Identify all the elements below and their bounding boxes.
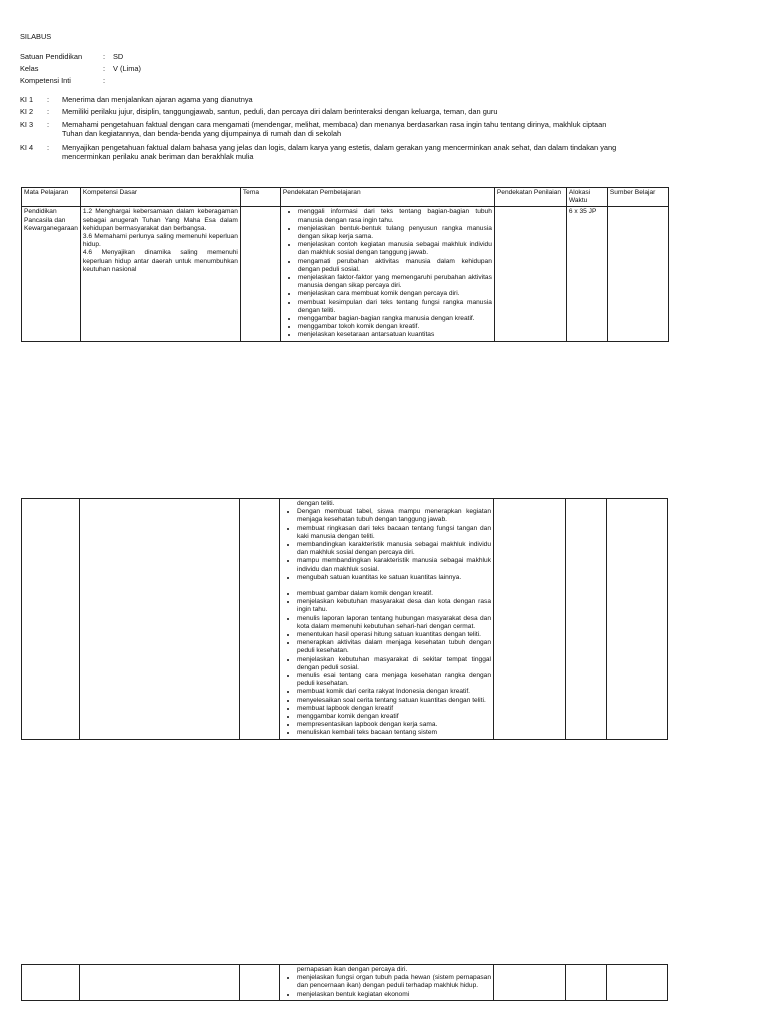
kd-item: 1.2 Menghargai kebersamaan dalam keberagaman sebagai anugerah Tuhan Yang Maha Esa dalam kehidupan bermasyarakat dan berbangsa. [82,208,238,232]
table-row [22,499,668,740]
list-item: • menjelaskan cara membuat komik dengan percaya diri. [298,290,492,298]
table-row [22,965,668,1001]
list-item: • menggambar bagian-bagian rangka manusia dengan kreatif. [298,315,492,323]
cell-kd [80,965,240,1001]
ki-colon: : [47,95,50,104]
continuation-text: dengan teliti. [297,500,335,507]
ki-code: KI 2 [20,107,34,116]
list-item: • menjelaskan contoh kegiatan manusia sebagai makhluk individu dan makhluk sosial dengan tanggung jawab. [298,241,492,257]
list-item: • menyelesaikan soal cerita tentang satuan kuantitas dengan teliti. [297,697,491,705]
ki-text: Memahami pengetahuan faktual dengan cara mengamati (mendengar, melihat, membaca) dan menanya berdasarkan rasa ingin tahu tentang dirinya, makhluk ciptaan Tuhan dan kegiatannya, dan benda-benda yang dijumpainya di rumah dan di sekolah [62,120,607,138]
syllabus-table-page-2 [21,498,668,740]
cell-tema [240,965,280,1001]
ki-code: KI 1 [20,95,34,104]
list-item: • Dengan membuat tabel, siswa mampu menerapkan kegiatan menjaga kesehatan tubuh dengan tanggung jawab. [297,508,491,524]
cell-alokasi [566,965,607,1001]
field-label-kelas: Kelas [20,64,39,73]
spacer [282,582,491,590]
field-colon: : [103,76,106,85]
header-tema: Tema [240,188,280,207]
list-item: • membandingkan karakteristik manusia sebagai makhluk individu dan makhluk sosial dengan percaya diri. [297,541,491,557]
list-item: • mampu membandingkan karakteristik manusia sebagai makhluk individu dan makhluk sosial. [297,557,491,573]
syllabus-table-page-3 [21,964,668,1001]
list-item: • mengubah satuan kuantitas ke satuan kuantitas lainnya. [297,574,491,582]
field-colon: : [103,64,106,73]
list-item: • menjelaskan kebutuhan masyarakat desa dan kota dengan rasa ingin tahu. [297,598,491,614]
list-item: • membuat lapbook dengan kreatif [297,705,491,713]
header-sumber: Sumber Belajar [607,188,668,207]
cell-sumber [607,207,668,341]
list-item: • menjelaskan fungsi organ tubuh pada hewan (sistem pernapasan dan pencernaan ikan) dengan peduli terhadap makhluk hidup. [297,974,491,990]
list-item: • menulis laporan laporan tentang hubungan masyarakat desa dan kota dalam memenuhi kebutuhan sehari-hari dengan cermat. [297,615,491,631]
activity-list [282,974,491,999]
continuation-text: pernapasan ikan dengan percaya diri. [297,966,408,973]
cell-mapel: Pendidikan Pancasila dan Kewarganegaraan [22,207,81,341]
list-item: • menjelaskan bentuk kegiatan ekonomi [297,991,491,999]
cell-pendekatan-pembelajaran [280,499,494,740]
ki-text: Menerima dan menjalankan ajaran agama yang dianutnya [62,95,253,104]
document-title: SILABUS [20,32,52,41]
cell-pendekatan-penilaian [494,207,566,341]
page-1 [0,0,768,450]
list-item: • menerapkan aktivitas dalam menjaga kesehatan tubuh dengan peduli kesehatan. [297,639,491,655]
activity-list [282,508,491,582]
list-item: • menjelaskan bentuk-bentuk tulang penyusun rangka manusia dengan sikap kerja sama. [298,225,492,241]
cell-pendekatan-pembelajaran [280,965,494,1001]
cell-pendekatan-penilaian [494,965,566,1001]
field-colon: : [103,52,106,61]
ki-colon: : [47,120,50,129]
list-item: • menjelaskan kesetaraan antarsatuan kuantitas [298,331,492,339]
ki-colon: : [47,107,50,116]
list-item: • menjelaskan faktor-faktor yang memengaruhi perubahan aktivitas manusia dengan sikap percaya diri. [298,274,492,290]
field-value-kelas: V (Lima) [113,64,141,73]
cell-pendekatan-penilaian [494,499,566,740]
list-item: • membuat ringkasan dari teks bacaan tentang fungsi tangan dan kaki manusia dengan teliti. [297,525,491,541]
table-row [22,207,669,341]
cell-pendekatan-pembelajaran [280,207,494,341]
ki-code: KI 3 [20,120,34,129]
list-item: • menulis esai tentang cara menjaga kesehatan rangka dengan peduli kesehatan. [297,672,491,688]
list-item: • menggali informasi dari teks tentang bagian-bagian tubuh manusia dengan rasa ingin tahu. [298,208,492,224]
list-item: • mempresentasikan lapbook dengan kerja sama. [297,721,491,729]
activity-list [283,208,492,339]
cell-mapel [22,499,80,740]
syllabus-table-page-1 [21,187,669,342]
list-item: • membuat gambar dalam komik dengan kreatif. [297,590,491,598]
header-pendekatan-penilaian: Pendekatan Penilaian [494,188,566,207]
list-item: • mengamati perubahan aktivitas manusia dalam kehidupan dengan peduli sosial. [298,258,492,274]
list-item: • membuat kesimpulan dari teks tentang fungsi rangka manusia dengan teliti. [298,299,492,315]
kd-item: 3.6 Memahami perlunya saling memenuhi keperluan hidup. [82,233,238,249]
header-mapel: Mata Pelajaran [22,188,81,207]
ki-text: Menyajikan pengetahuan faktual dalam bahasa yang jelas dan logis, dalam karya yang estetis, dalam gerakan yang mencerminkan anak sehat, dan dalam tindakan yang mencerminkan perilaku anak beriman dan berakhlak mulia [62,143,617,161]
cell-tema [240,207,280,341]
ki-colon: : [47,143,50,152]
activity-list [282,590,491,738]
cell-alokasi: 6 x 35 JP [566,207,607,341]
cell-mapel [22,965,80,1001]
cell-sumber [607,965,668,1001]
field-label-ki: Kompetensi Inti [20,76,71,85]
header-alokasi: Alokasi Waktu [566,188,607,207]
header-pendekatan-pembelajaran: Pendekatan Pembelajaran [280,188,494,207]
header-kd: Kompetensi Dasar [80,188,240,207]
ki-text: Memiliki perilaku jujur, disiplin, tanggungjawab, santun, peduli, dan percaya diri dalam berinteraksi dengan keluarga, teman, dan guru [62,107,498,116]
field-label-satuan: Satuan Pendidikan [20,52,83,61]
field-value-satuan: SD [113,52,124,61]
cell-tema [240,499,280,740]
list-item: • menggambar tokoh komik dengan kreatif. [298,323,492,331]
table-header-row [22,188,669,207]
cell-alokasi [566,499,607,740]
list-item: • menjelaskan kebutuhan masyarakat di sekitar tempat tinggal dengan peduli sosial. [297,656,491,672]
cell-kd [80,207,240,341]
list-item: • menuliskan kembali teks bacaan tentang sistem [297,729,491,737]
cell-sumber [607,499,668,740]
ki-code: KI 4 [20,143,34,152]
kd-item: 4.6 Menyajikan dinamika saling memenuhi keperluan hidup antar daerah untuk menumbuhkan keutuhan nasional [82,249,238,273]
list-item: • membuat komik dari cerita rakyat Indonesia dengan kreatif. [297,688,491,696]
list-item: • menentukan hasil operasi hitung satuan kuantitas dengan teliti. [297,631,491,639]
list-item: • menggambar komik dengan kreatif [297,713,491,721]
cell-kd [80,499,240,740]
